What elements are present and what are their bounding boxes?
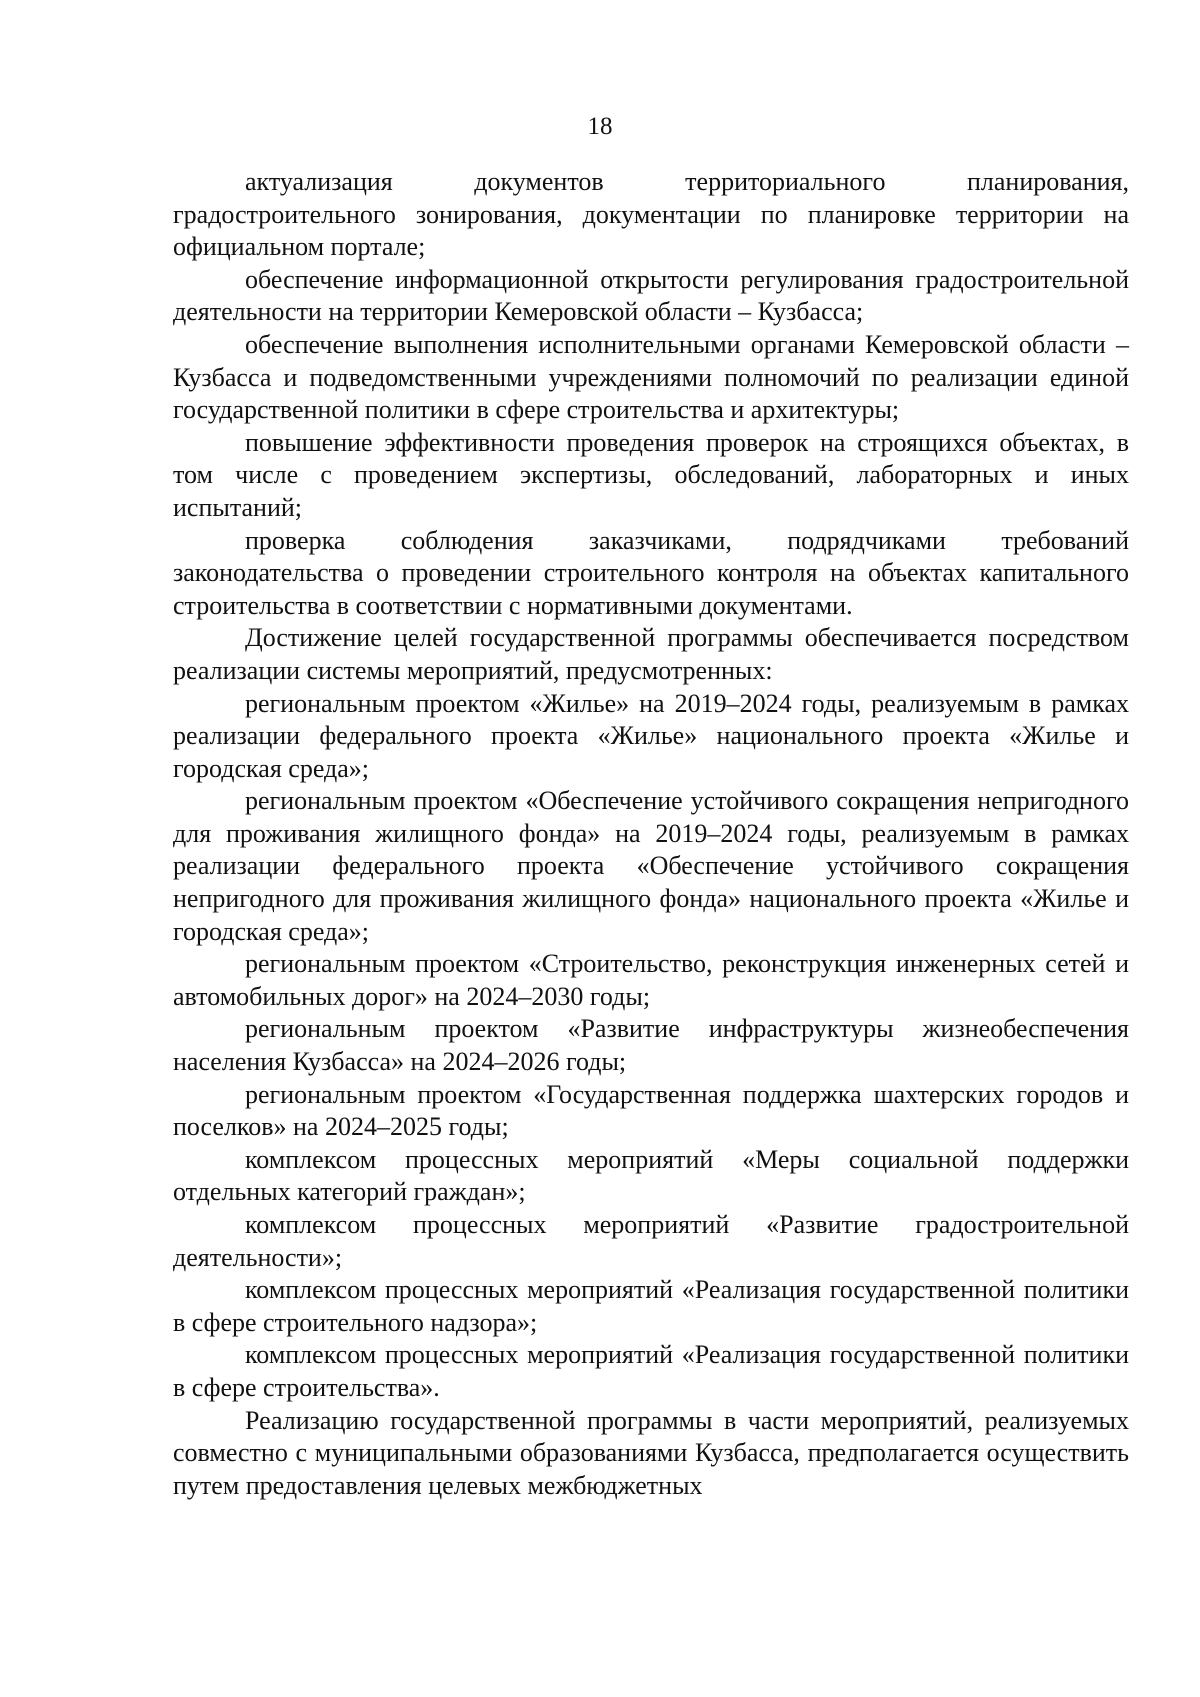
paragraph: Достижение целей государственной программы обеспечивается посредством реализации системы мероприятий, предусмотренных:: [173, 623, 1129, 685]
paragraph: актуализация документов территориального планирования, градостроительного зонирования, документации по планировке территории на официальном портале;: [173, 167, 1129, 262]
paragraph: повышение эффективности проведения проверок на строящихся объектах, в том числе с проведением экспертизы, обследований, лабораторных и иных испытаний;: [173, 427, 1129, 522]
page-number: 18: [587, 113, 613, 140]
paragraph: региональным проектом «Строительство, реконструкция инженерных сетей и автомобильных дорог» на 2024–2030 годы;: [173, 949, 1129, 1011]
paragraph: региональным проектом «Развитие инфраструктуры жизнеобеспечения населения Кузбасса» на 2024–2026 годы;: [173, 1014, 1129, 1077]
paragraph: обеспечение информационной открытости регулирования градостроительной деятельности на территории Кемеровской области – Кузбасса;: [173, 264, 1129, 327]
paragraph: комплексом процессных мероприятий «Меры социальной поддержки отдельных категорий граждан»;: [173, 1144, 1129, 1207]
paragraph: обеспечение выполнения исполнительными органами Кемеровской области – Кузбасса и подведомственными учреждениями полномочий по реализации единой государственной политики в сфере строительства и архитектуры;: [173, 329, 1129, 425]
paragraph: комплексом процессных мероприятий «Реализация государственной политики в сфере строительства».: [173, 1340, 1129, 1402]
paragraph: комплексом процессных мероприятий «Реализация государственной политики в сфере строительного надзора»;: [173, 1275, 1129, 1337]
paragraph: региональным проектом «Государственная поддержка шахтерских городов и поселков» на 2024–2025 годы;: [173, 1079, 1129, 1142]
paragraph: Реализацию государственной программы в части мероприятий, реализуемых совместно с муниципальными образованиями Кузбасса, предполагается осуществить путем предоставления целевых межбюджетных: [173, 1405, 1129, 1500]
document-body: [173, 166, 1129, 1502]
paragraph: комплексом процессных мероприятий «Развитие градостроительной деятельности»;: [173, 1210, 1129, 1272]
paragraph: региональным проектом «Жилье» на 2019–2024 годы, реализуемым в рамках реализации федерального проекта «Жилье» национального проекта «Жилье и городская среда»;: [173, 688, 1129, 783]
paragraph: проверка соблюдения заказчиками, подрядчиками требований законодательства о проведении строительного контроля на объектах капитального строительства в соответствии с нормативными документами.: [173, 525, 1129, 620]
paragraph: региональным проектом «Обеспечение устойчивого сокращения непригодного для проживания жилищного фонда» на 2019–2024 годы, реализуемым в рамках реализации федерального проекта «Обеспечение устойчивого сокращения непригодного для проживания жилищного фонда» национального проекта «Жилье и городская среда»;: [173, 786, 1129, 946]
